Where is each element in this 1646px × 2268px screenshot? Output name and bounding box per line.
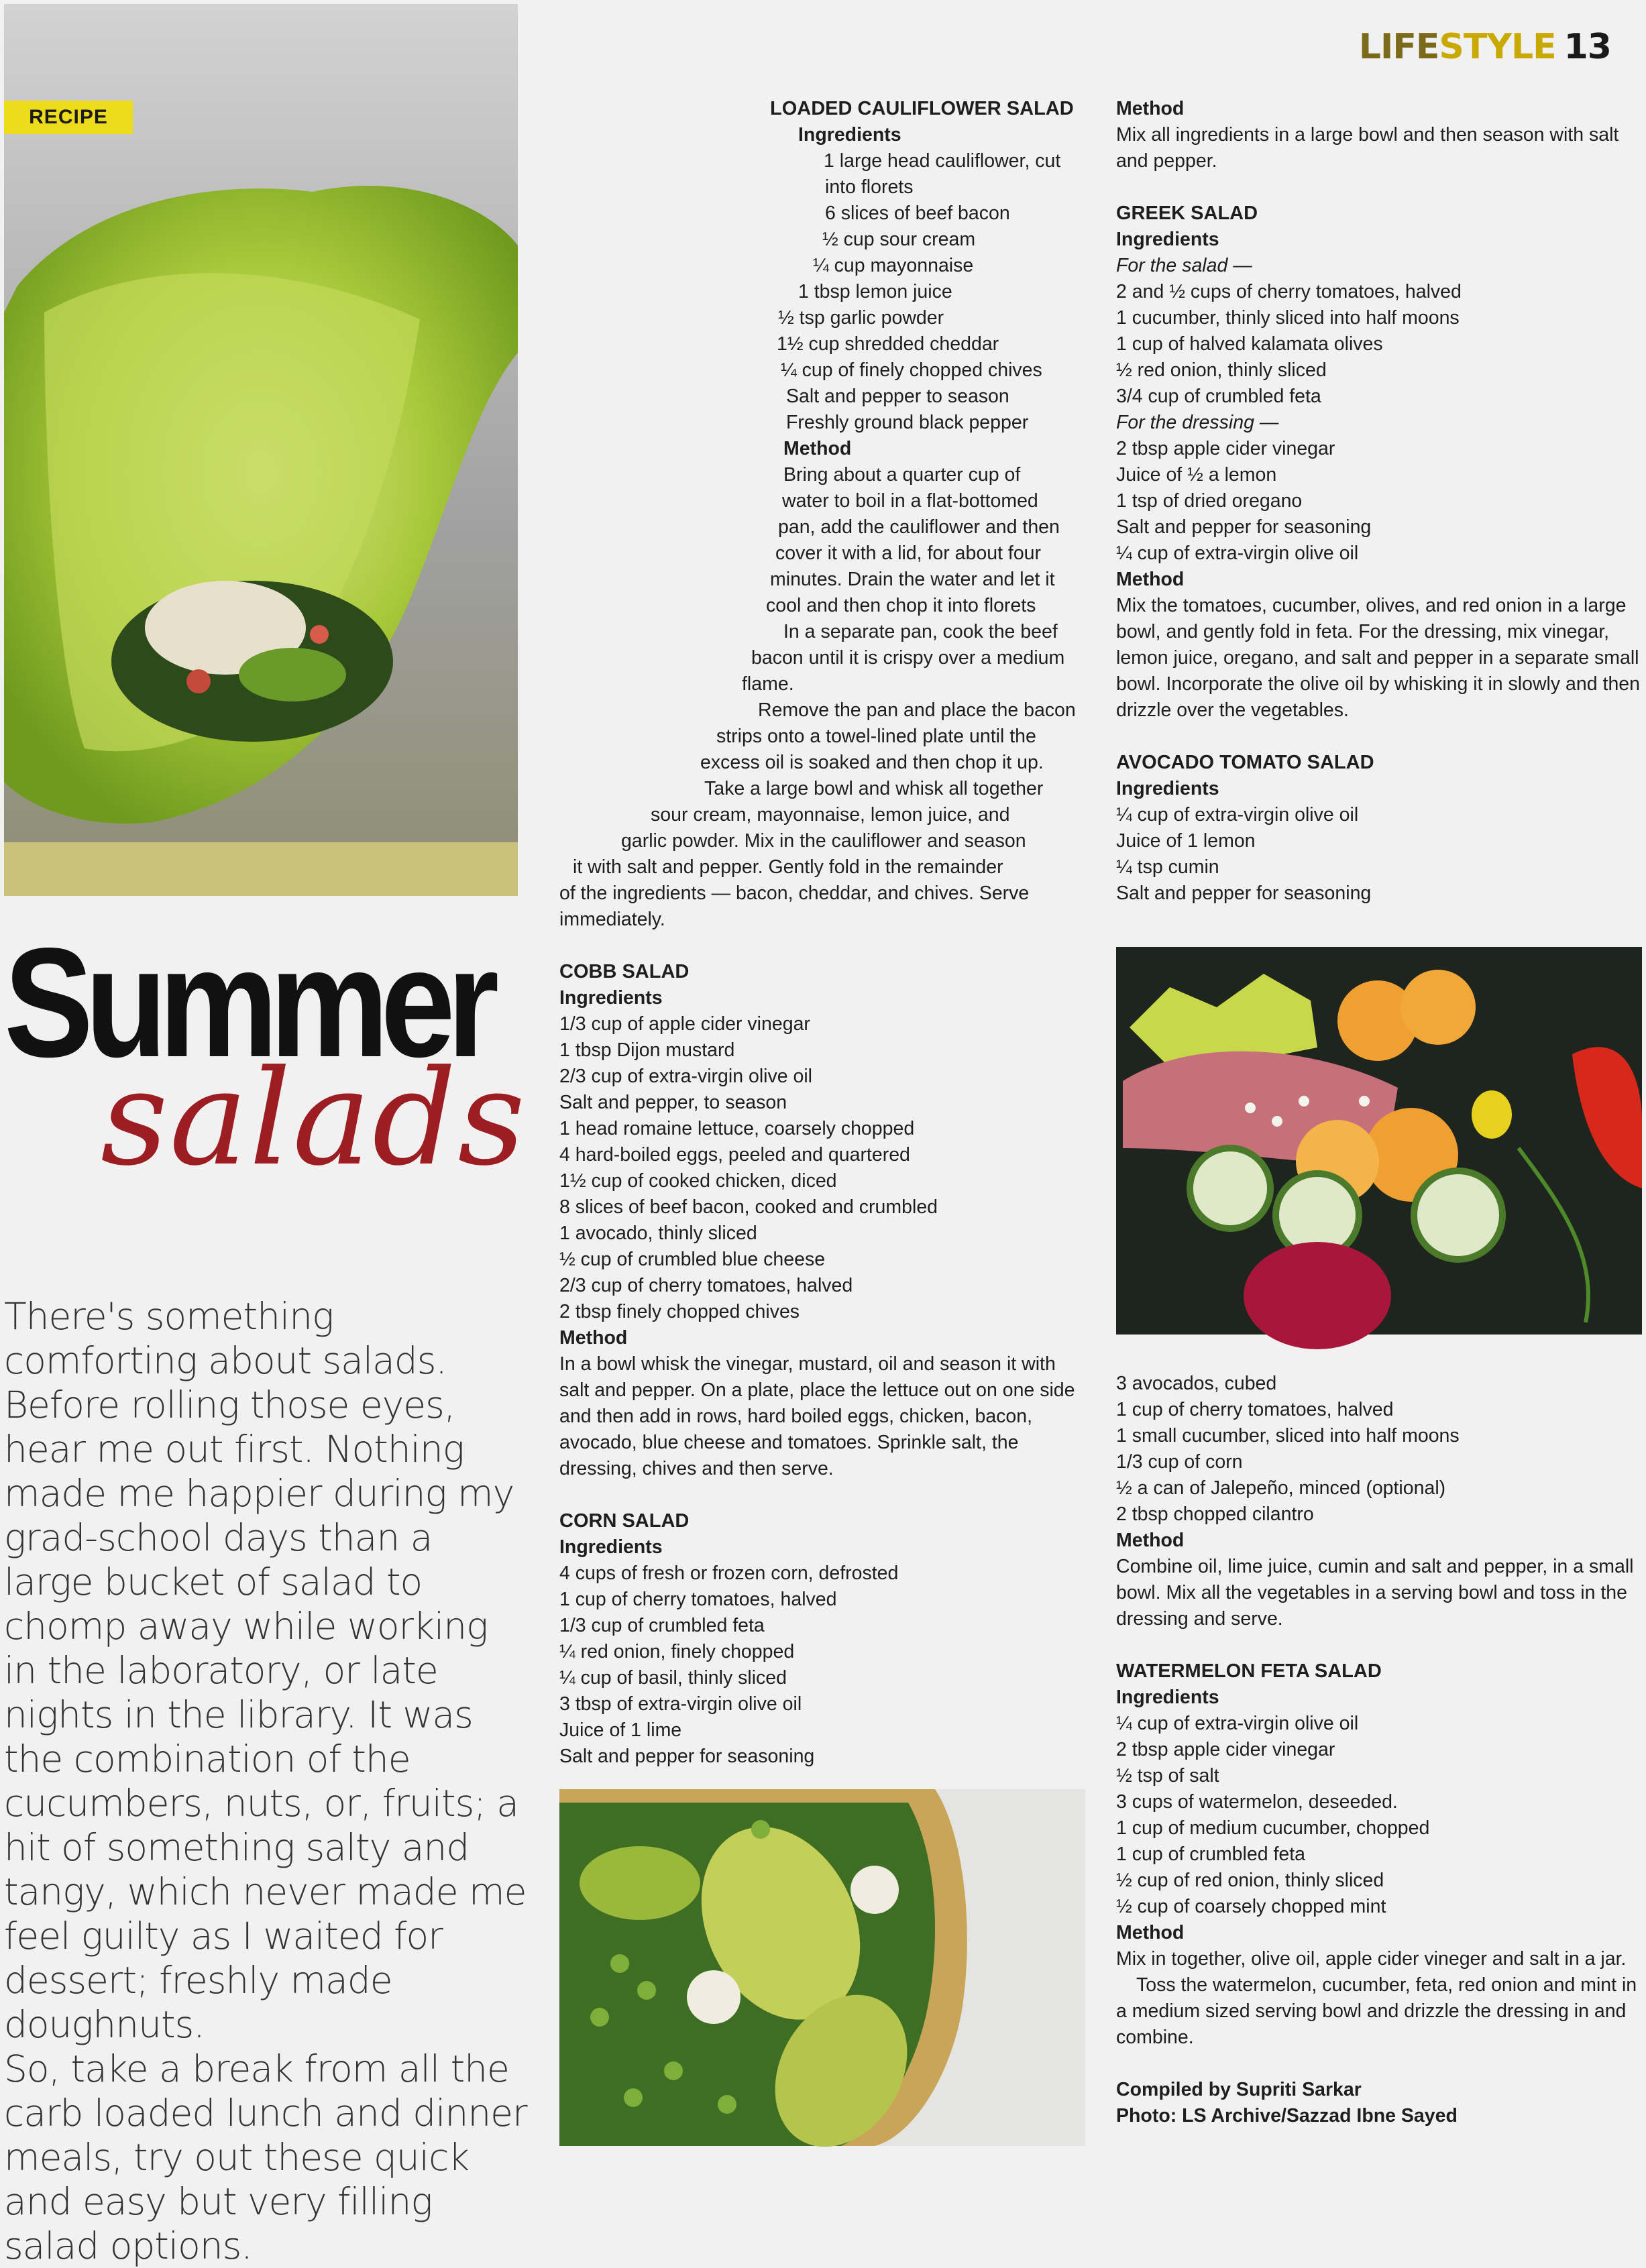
ingredient: 8 slices of beef bacon, cooked and crumbled: [559, 1196, 938, 1218]
ingredient: ½ a can of Jalepeño, minced (optional): [1116, 1477, 1446, 1499]
ingredient: 1 tbsp lemon juice: [798, 281, 952, 302]
corn-title: CORN SALAD: [559, 1510, 690, 1532]
cauliflower-recipe: [557, 96, 1093, 933]
ingredient: 1 cup of crumbled feta: [1116, 1844, 1305, 1865]
credit-photo: Photo: LS Archive/Sazzad Ibne Sayed: [1116, 2105, 1458, 2127]
method-line: Remove the pan and place the bacon: [758, 699, 1076, 721]
watermelon-title: WATERMELON FETA SALAD: [1116, 1660, 1382, 1682]
ingredient: ½ red onion, thinly sliced: [1116, 359, 1327, 381]
salad-bowl-photo: [559, 1789, 1085, 2146]
cobb-method-label: Method: [559, 1327, 628, 1349]
greek-title: GREEK SALAD: [1116, 203, 1258, 224]
greek-method: Mix the tomatoes, cucumber, olives, and red onion in a large bowl, and gently fold in feta. For the dressing, mix vinegar, lemon juice, oregano, and salt and pepper in a separate small bowl. Incorporate the olive oil by whisking it in slowly and then drizzle over the vegetables.: [1116, 595, 1640, 721]
ingredient: 1 cup of medium cucumber, chopped: [1116, 1817, 1430, 1839]
method-line: flame.: [742, 673, 794, 695]
ingredient: 3 avocados, cubed: [1116, 1373, 1277, 1394]
right-column-recipes: [1116, 96, 1646, 907]
method-line: bacon until it is crispy over a medium: [751, 647, 1065, 669]
ingredient: 1/3 cup of corn: [1116, 1451, 1243, 1473]
ingredient: 1 avocado, thinly sliced: [559, 1223, 757, 1244]
method-line: minutes. Drain the water and let it: [770, 569, 1055, 590]
ingredient: 3 tbsp of extra-virgin olive oil: [559, 1693, 802, 1715]
ingredient: ½ tsp garlic powder: [778, 307, 944, 329]
ingredient: Salt and pepper for seasoning: [1116, 516, 1372, 538]
avocado-ingredients-label: Ingredients: [1116, 778, 1219, 799]
plate-illustration: [1116, 947, 1642, 1335]
ingredient: Freshly ground black pepper: [786, 412, 1029, 433]
ingredient: 1 tbsp Dijon mustard: [559, 1039, 735, 1061]
ingredient: 6 slices of beef bacon: [825, 203, 1010, 224]
ingredient: 2 tbsp apple cider vinegar: [1116, 438, 1335, 459]
method-line: excess oil is soaked and then chop it up.: [700, 752, 1044, 773]
ingredient: 1 cup of halved kalamata olives: [1116, 333, 1383, 355]
ingredient: ¼ cup of finely chopped chives: [781, 359, 1042, 381]
ingredient: 1 large head cauliflower, cut: [824, 150, 1061, 172]
method-line: Bring about a quarter cup of: [783, 464, 1021, 486]
cobb-corn-recipes: [559, 959, 1083, 1770]
method-line: pan, add the cauliflower and then: [778, 516, 1060, 538]
cobb-title: COBB SALAD: [559, 961, 690, 982]
ingredient: 1/3 cup of apple cider vinegar: [559, 1013, 810, 1035]
ingredient: 1 cucumber, thinly sliced into half moons: [1116, 307, 1460, 329]
recipe-tag: RECIPE: [4, 101, 133, 134]
ingredient: 1 cup of cherry tomatoes, halved: [559, 1589, 837, 1610]
ingredient: 3 cups of watermelon, deseeded.: [1116, 1791, 1398, 1813]
greek-method-label: Method: [1116, 569, 1185, 590]
ingredient: into florets: [825, 176, 914, 198]
watermelon-ingredients-label: Ingredients: [1116, 1687, 1219, 1708]
watermelon-method-1: Mix in together, olive oil, apple cider vineger and salt in a jar.: [1116, 1948, 1627, 1970]
corn-method: Mix all ingredients in a large bowl and then season with salt and pepper.: [1116, 124, 1619, 172]
ingredient: Salt and pepper, to season: [559, 1092, 787, 1113]
ingredient: 2 tbsp chopped cilantro: [1116, 1504, 1314, 1525]
ingredient: Salt and pepper for seasoning: [1116, 883, 1372, 904]
ingredient: 2 tbsp apple cider vinegar: [1116, 1739, 1335, 1760]
method-line: cover it with a lid, for about four: [775, 543, 1042, 564]
salad-plate-photo: [1116, 947, 1642, 1335]
ingredient: Juice of 1 lemon: [1116, 830, 1256, 852]
corn-method-label: Method: [1116, 98, 1185, 119]
ingredient: ¼ red onion, finely chopped: [559, 1641, 795, 1662]
greek-for-dressing: For the dressing —: [1116, 412, 1279, 433]
method-line: garlic powder. Mix in the cauliflower and season: [621, 830, 1026, 852]
ingredient: Juice of ½ a lemon: [1116, 464, 1277, 486]
method-line: strips onto a towel-lined plate until the: [716, 726, 1036, 747]
method-line: water to boil in a flat-bottomed: [782, 490, 1038, 512]
page-number: 13: [1563, 27, 1611, 67]
ingredient: ½ cup sour cream: [822, 229, 976, 250]
corn-ingredients-label: Ingredients: [559, 1536, 663, 1558]
ingredient: 2 tbsp finely chopped chives: [559, 1301, 800, 1322]
ingredient: 1 tsp of dried oregano: [1116, 490, 1303, 512]
method-line: of the ingredients — bacon, cheddar, and chives. Serve: [559, 883, 1030, 904]
masthead-style: STYLE: [1439, 27, 1556, 67]
cauliflower-ingredients-label: Ingredients: [798, 124, 901, 146]
cobb-ingredients-label: Ingredients: [559, 987, 663, 1009]
ingredient: ½ cup of crumbled blue cheese: [559, 1249, 826, 1270]
right-column-lower: [1116, 1371, 1646, 2129]
greek-ingredients-label: Ingredients: [1116, 229, 1219, 250]
cauliflower-title: LOADED CAULIFLOWER SALAD: [770, 98, 1074, 119]
section-masthead: [1359, 27, 1611, 67]
intro-paragraph-1: There's something comforting about salads. Before rolling those eyes, hear me out first. Nothing made me happier during my grad-school days than a large bucket of salad to chomp away while working in the laboratory, or late nights in the library. It was the combination of the cucumbers, nuts, or, fruits; a hit of something salty and tangy, which never made me feel guilty as I waited for dessert; freshly made doughnuts.: [4, 1295, 527, 2046]
ingredient: 2/3 cup of extra-virgin olive oil: [559, 1066, 813, 1087]
greek-for-salad: For the salad —: [1116, 255, 1252, 276]
ingredient: ¼ cup of extra-virgin olive oil: [1116, 543, 1359, 564]
ingredient: ¼ cup mayonnaise: [813, 255, 974, 276]
cobb-method: In a bowl whisk the vinegar, mustard, oil and season it with salt and pepper. On a plate, place the lettuce out on one side and then add in rows, hard boiled eggs, chicken, bacon, avocado, blue cheese and tomatoes. Sprinkle salt, the dressing, chives and then serve.: [559, 1353, 1075, 1479]
hero-lettuce-photo: [4, 4, 518, 896]
credit-compiled: Compiled by Supriti Sarkar: [1116, 2079, 1362, 2100]
ingredient: 1 small cucumber, sliced into half moons: [1116, 1425, 1460, 1447]
avocado-method-label: Method: [1116, 1530, 1185, 1551]
avocado-method: Combine oil, lime juice, cumin and salt and pepper, in a small bowl. Mix all the vegetables in a serving bowl and toss in the dressing and serve.: [1116, 1556, 1634, 1630]
method-line: sour cream, mayonnaise, lemon juice, and: [651, 804, 1010, 826]
ingredient: Salt and pepper to season: [786, 386, 1009, 407]
avocado-title: AVOCADO TOMATO SALAD: [1116, 752, 1374, 773]
intro-text: [4, 1294, 527, 2268]
ingredient: 4 cups of fresh or frozen corn, defrosted: [559, 1563, 899, 1584]
method-line: immediately.: [559, 909, 665, 930]
ingredient: ½ cup of red onion, thinly sliced: [1116, 1870, 1384, 1891]
ingredient: 1½ cup shredded cheddar: [777, 333, 999, 355]
masthead-life: LIFE: [1358, 27, 1439, 67]
ingredient: 3/4 cup of crumbled feta: [1116, 386, 1321, 407]
ingredient: 1/3 cup of crumbled feta: [559, 1615, 765, 1636]
ingredient: Salt and pepper for seasoning: [559, 1746, 815, 1767]
method-line: Take a large bowl and whisk all together: [704, 778, 1044, 799]
title-salads: salads: [101, 1042, 527, 1195]
watermelon-method-2: Toss the watermelon, cucumber, feta, red onion and mint in a medium sized serving bowl and drizzle the dressing in and combine.: [1116, 1974, 1637, 2048]
ingredient: ½ tsp of salt: [1116, 1765, 1219, 1787]
cauliflower-method-label: Method: [783, 438, 852, 459]
ingredient: 1 head romaine lettuce, coarsely chopped: [559, 1118, 915, 1139]
ingredient: 1½ cup of cooked chicken, diced: [559, 1170, 837, 1192]
ingredient: ½ cup of coarsely chopped mint: [1116, 1896, 1386, 1917]
ingredient: ¼ cup of extra-virgin olive oil: [1116, 1713, 1359, 1734]
title-summer: Summer: [4, 916, 492, 1090]
intro-paragraph-2: So, take a break from all the carb loaded lunch and dinner meals, try out these quick and easy but very filling salad options.: [4, 2047, 527, 2267]
method-line: it with salt and pepper. Gently fold in the remainder: [573, 856, 1003, 878]
ingredient: 2 and ½ cups of cherry tomatoes, halved: [1116, 281, 1462, 302]
method-line: In a separate pan, cook the beef: [783, 621, 1058, 642]
watermelon-method-label: Method: [1116, 1922, 1185, 1943]
bowl-illustration: [559, 1789, 1085, 2146]
lettuce-cup-illustration: [4, 4, 518, 896]
ingredient: 1 cup of cherry tomatoes, halved: [1116, 1399, 1394, 1420]
ingredient: ¼ cup of basil, thinly sliced: [559, 1667, 787, 1689]
ingredient: 2/3 cup of cherry tomatoes, halved: [559, 1275, 853, 1296]
ingredient: ¼ cup of extra-virgin olive oil: [1116, 804, 1359, 826]
ingredient: ¼ tsp cumin: [1116, 856, 1219, 878]
ingredient: 4 hard-boiled eggs, peeled and quartered: [559, 1144, 910, 1166]
ingredient: Juice of 1 lime: [559, 1719, 682, 1741]
method-line: cool and then chop it into florets: [766, 595, 1036, 616]
